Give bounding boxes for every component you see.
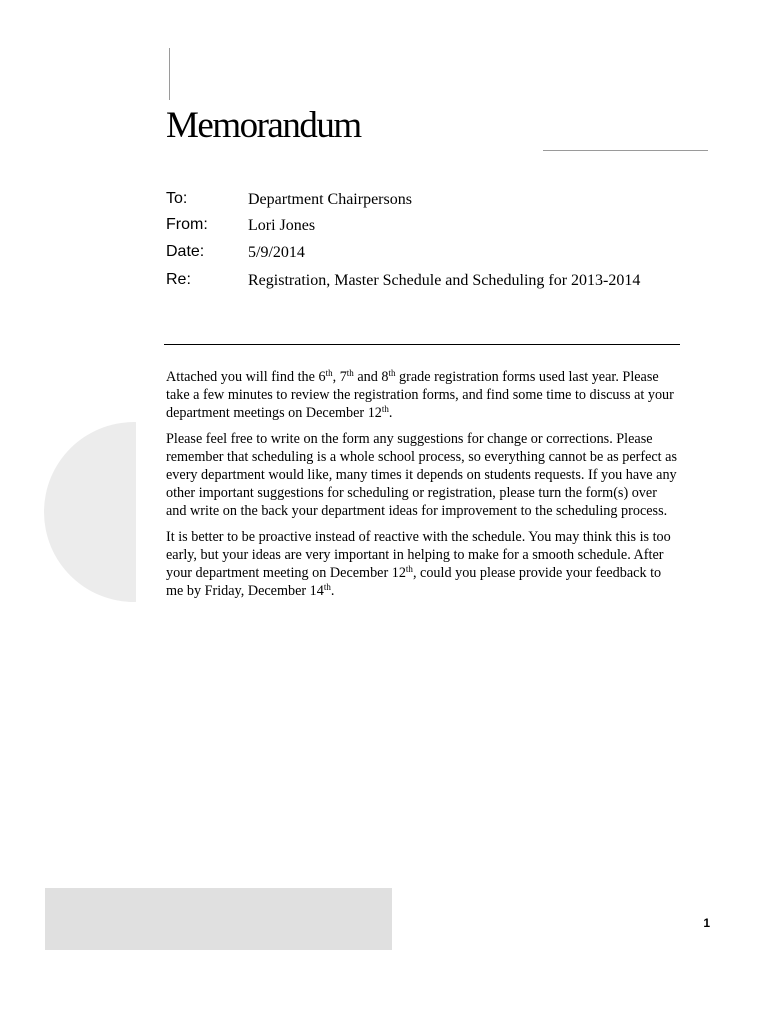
body-paragraph-3 bbox=[166, 529, 680, 600]
p1-text-d: grade registration forms used last year. Please take a few minutes to review the registration forms, and find some time to discuss at your department meetings on December 12 bbox=[166, 369, 674, 421]
from-label: From: bbox=[166, 216, 208, 233]
p1-superscript-3: th bbox=[388, 368, 396, 378]
p1-text-a: Attached you will find the 6 bbox=[166, 369, 326, 385]
p1-superscript-4: th bbox=[381, 403, 389, 414]
re-value: Registration, Master Schedule and Scheduling for 2013-2014 bbox=[248, 272, 641, 289]
vertical-accent-rule bbox=[169, 48, 170, 100]
date-label: Date: bbox=[166, 243, 205, 260]
memo-body bbox=[166, 369, 680, 610]
page-number: 1 bbox=[703, 916, 710, 930]
header-divider bbox=[164, 344, 680, 345]
p1-superscript-2: th bbox=[346, 368, 354, 378]
body-paragraph-2: Please feel free to write on the form any suggestions for change or corrections. Please remember that scheduling is a whole school process, so everything cannot be as perfect as every department would like, many times it depends on students requests. If you have any other important suggestions for scheduling or registration, please turn the form(s) over and write on the back your department ideas for improvement to the scheduling process. bbox=[166, 431, 677, 519]
to-label: To: bbox=[166, 190, 188, 207]
p1-text-b: , 7 bbox=[332, 369, 347, 385]
date-value: 5/9/2014 bbox=[248, 244, 305, 261]
p3-text-c: . bbox=[330, 582, 335, 599]
p3-superscript-2: th bbox=[323, 581, 331, 592]
p3-text-b: , could you please provide your feedback to me by Friday, December 14 bbox=[166, 564, 662, 599]
re-label: Re: bbox=[166, 271, 191, 288]
body-paragraph-1 bbox=[166, 369, 680, 422]
p1-text-c: and 8 bbox=[353, 369, 389, 385]
p3-superscript-1: th bbox=[405, 563, 413, 574]
p3-text-a: It is better to be proactive instead of reactive with the schedule. You may think this is too early, but your ideas are very important in helping to make for a smooth schedule. After your department meeting on December 12 bbox=[166, 529, 671, 581]
memo-title: Memorandum bbox=[166, 105, 361, 146]
to-value: Department Chairpersons bbox=[248, 191, 412, 208]
p1-superscript-1: th bbox=[325, 368, 333, 378]
p1-text-e: . bbox=[388, 404, 393, 421]
from-value: Lori Jones bbox=[248, 217, 316, 234]
title-accent-rule bbox=[543, 150, 708, 151]
footer-gray-block bbox=[45, 888, 392, 950]
